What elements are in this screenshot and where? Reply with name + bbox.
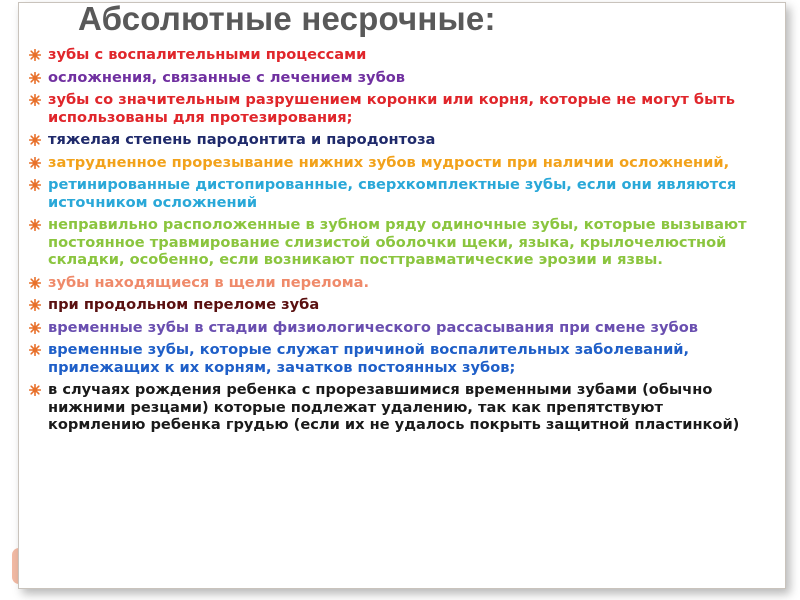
bullet-list xyxy=(28,46,758,439)
list-item xyxy=(28,274,758,292)
list-item-text: осложнения, связанные с лечением зубов xyxy=(48,68,406,86)
sunburst-bullet-icon xyxy=(29,344,41,356)
sunburst-bullet-icon xyxy=(29,157,41,169)
sunburst-bullet-icon xyxy=(29,299,41,311)
slide-title: Абсолютные несрочные: xyxy=(78,0,496,37)
list-item xyxy=(28,341,758,376)
list-item-text: при продольном переломе зуба xyxy=(48,296,320,313)
list-item xyxy=(28,176,758,211)
list-item-text: зубы с воспалительными процессами xyxy=(48,46,367,63)
list-item-text: временные зубы, которые служат причиной воспалительных заболеваний, прилежащих к их корням, зачатков постоянных зубов; xyxy=(48,341,690,376)
list-item xyxy=(28,131,758,149)
sunburst-bullet-icon xyxy=(29,134,41,146)
sunburst-bullet-icon xyxy=(29,94,41,106)
sunburst-bullet-icon xyxy=(29,49,41,61)
list-item xyxy=(28,91,758,126)
sunburst-bullet-icon xyxy=(29,277,41,289)
sunburst-bullet-icon xyxy=(29,179,41,191)
sunburst-bullet-icon xyxy=(29,219,41,231)
list-item-text: ретинированные дистопированные, сверхкомплектные зубы, если они являются источником осложнений xyxy=(48,176,737,211)
list-item xyxy=(28,319,758,337)
list-item xyxy=(28,46,758,64)
list-item-text: тяжелая степень пародонтита и пародонтоза xyxy=(48,131,436,148)
list-item-text: в случаях рождения ребенка с прорезавшимися временными зубами (обычно нижними резцами) которые подлежат удалению, так как препятствуют кормлению ребенка грудью (если их не удалось покрыть защитной пластинкой) xyxy=(48,381,740,433)
sunburst-bullet-icon xyxy=(29,384,41,396)
list-item-text: зубы находящиеся в щели перелома. xyxy=(48,273,370,291)
sunburst-bullet-icon xyxy=(29,72,41,84)
list-item-text: затрудненное прорезывание нижних зубов мудрости при наличии осложнений, xyxy=(48,153,730,171)
list-item xyxy=(28,216,758,269)
list-item-text: временные зубы в стадии физиологического рассасывания при смене зубов xyxy=(48,318,698,336)
list-item xyxy=(28,296,758,314)
list-item xyxy=(28,154,758,172)
list-item-text: неправильно расположенные в зубном ряду одиночные зубы, которые вызывают постоянное травмирование слизистой оболочки щеки, языка, крылочелюстной складки, особенно, если возникают посттравматические эрозии и язвы. xyxy=(48,216,747,268)
list-item-text: зубы со значительным разрушением коронки или корня, которые не могут быть использованы для протезирования; xyxy=(48,91,735,126)
list-item xyxy=(28,69,758,87)
sunburst-bullet-icon xyxy=(29,322,41,334)
list-item xyxy=(28,381,758,434)
